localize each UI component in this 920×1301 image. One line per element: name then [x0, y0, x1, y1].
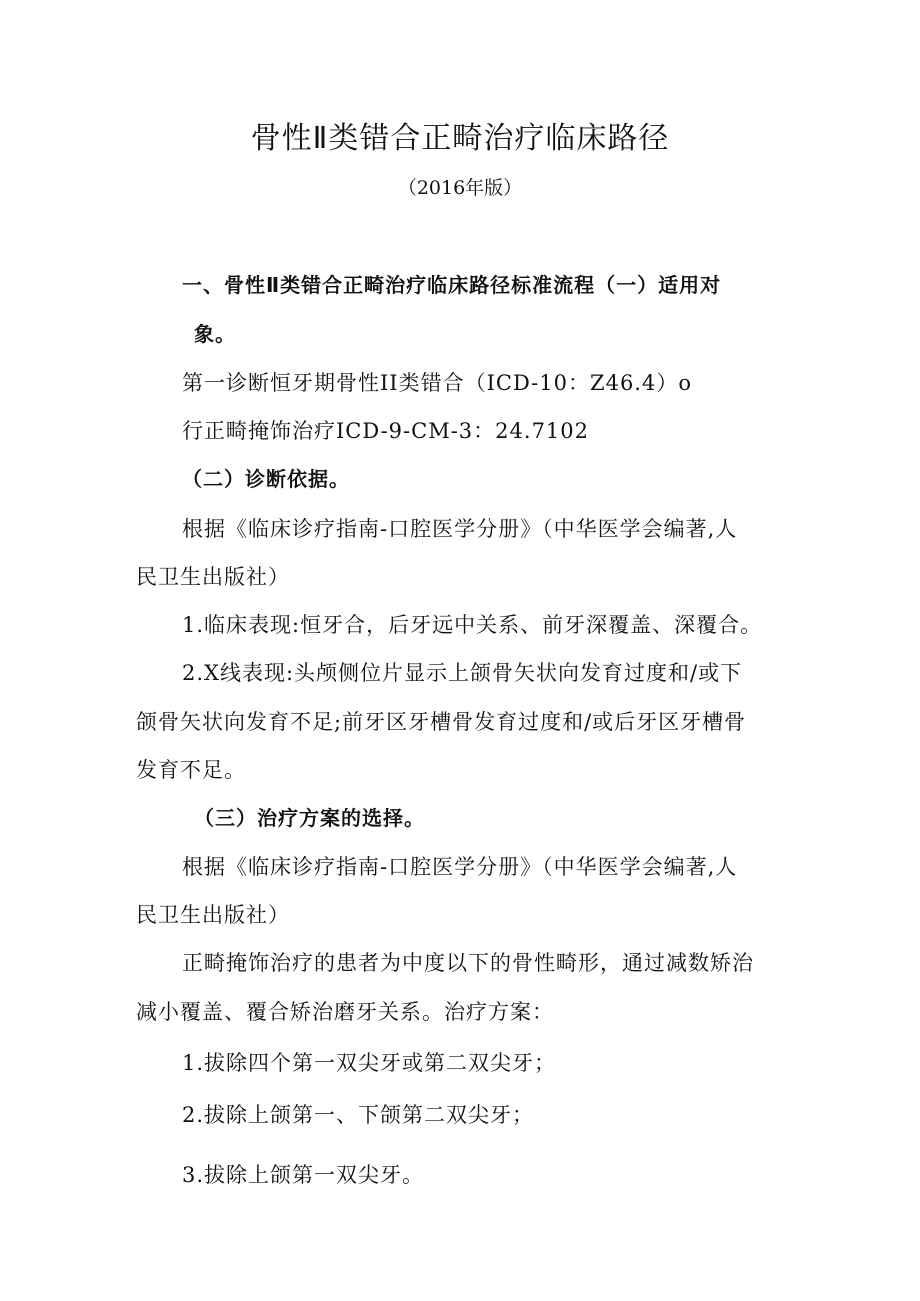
section-heading-2: （二）诊断依据。: [182, 467, 350, 491]
list-item: 1.拔除四个第一双尖牙或第二双尖牙；: [182, 1051, 557, 1075]
list-item: 2.拔除上颌第一、下颌第二双尖牙；: [182, 1103, 535, 1127]
paragraph-line: 民卫生出版社）: [136, 903, 290, 927]
document-edition: （2016年版）: [397, 177, 523, 199]
paragraph-line: 第一诊断恒牙期骨性II类错合（ICD-10：Z46.4）o: [182, 371, 692, 395]
paragraph-line: 民卫生出版社）: [136, 565, 290, 589]
paragraph-line: 2.X线表现:头颅侧位片显示上颌骨矢状向发育过度和/或下: [182, 661, 743, 685]
section-heading-3: （三）治疗方案的选择。: [194, 806, 425, 830]
paragraph-line: 根据《临床诊疗指南-口腔医学分册》（中华医学会编著,人: [182, 855, 738, 879]
section-heading-1: 一、骨性Ⅱ类错合正畸治疗临床路径标准流程（一）适用对: [182, 273, 722, 297]
paragraph-line: 颌骨矢状向发育不足;前牙区牙槽骨发育过度和/或后牙区牙槽骨: [136, 710, 747, 734]
paragraph-line: 1.临床表现:恒牙合，后牙远中关系、前牙深覆盖、深覆合。: [182, 613, 763, 637]
document-title: 骨性Ⅱ类错合正畸治疗临床路径: [250, 121, 670, 156]
paragraph-line: 正畸掩饰治疗的患者为中度以下的骨性畸形，通过减数矫治: [182, 951, 754, 975]
list-item: 3.拔除上颌第一双尖牙。: [182, 1163, 425, 1187]
paragraph-line: 发育不足。: [136, 758, 246, 782]
paragraph-line: 行正畸掩饰治疗ICD-9-CM-3：24.7102: [182, 419, 590, 443]
paragraph-line: 根据《临床诊疗指南-口腔医学分册》（中华医学会编著,人: [182, 517, 738, 541]
paragraph-line: 减小覆盖、覆合矫治磨牙关系。治疗方案：: [136, 1000, 554, 1024]
section-heading-1-cont: 象。: [194, 322, 236, 346]
